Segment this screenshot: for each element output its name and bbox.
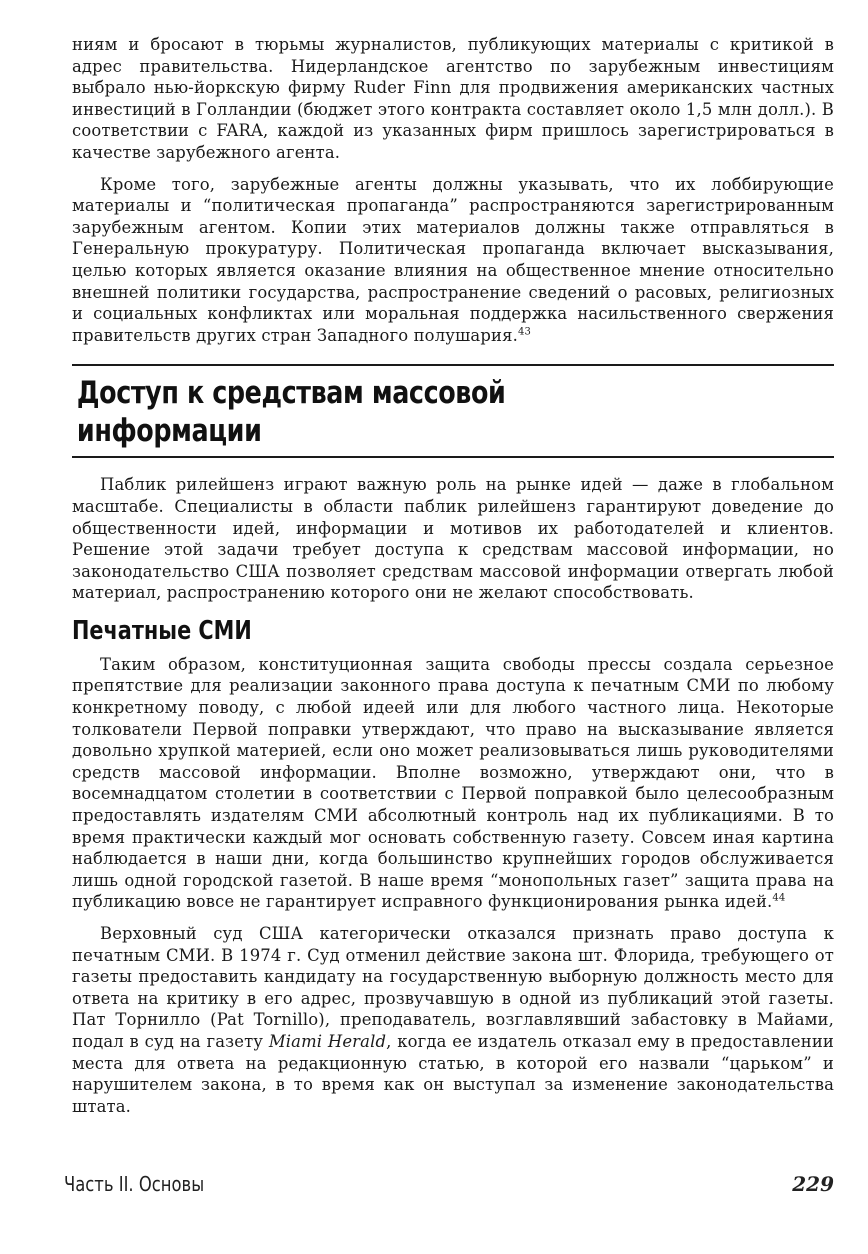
footnote-ref: 44 [772,892,786,904]
body-paragraph [72,923,834,1117]
section-rule-top [72,364,834,366]
paragraph-text: Верховный суд США категорически отказался признать право доступа к печатным СМИ. В 1974 г. Суд отменил действие закона шт. Флорида, требующего от газеты предоставить кандидату на государственную выборную должность место для ответа на критику в его адрес, прозвучавшую в одной из публикаций этой газеты. Пат Торнилло (Pat Tornillo), преподаватель, возглавлявший забастовку в Майами, подал в суд на газету [72,924,834,1051]
subsection-title: Печатные СМИ [72,615,252,646]
newspaper-title: Miami Herald [268,1031,387,1051]
page-content [72,34,834,1117]
section-header [72,364,834,458]
paragraph-text: , когда ее издатель отказал ему в предоставлении места для ответа на редакционную статью, в которой его назвали “царьком” и нарушителем закона, в то время как он выступал за изменение законодательства штата. [72,1031,834,1116]
paragraph-text: Кроме того, зарубежные агенты должны указывать, что их лоббирующие материалы и “политическая пропаганда” распространяются зарегистрированным зарубежным агентом. Копии этих материалов должны также отправляться в Генеральную прокуратуру. Политическая пропаганда включает высказывания, целью которых является оказание влияния на общественное мнение относительно внешней политики государства, распространение сведений о расовых, религиозных и социальных конфликтах или моральная поддержка насильственного свержения правительств других стран Западного полушария. [72,174,834,345]
part-label: Часть II. Основы [64,1172,205,1196]
paragraph-text: Таким образом, конституционная защита свободы прессы создала серьезное препятствие для реализации законного права доступа к печатным СМИ по любому конкретному поводу, с любой идеей или для любого частного лица. Некоторые толкователи Первой поправки утверждают, что право на высказывание является довольно хрупкой материей, если оно может реализовываться лишь руководителями средств массовой информации. Вполне возможно, утверждают они, что в восемнадцатом столетии в соответствии с Первой поправкой было целесообразным предоставлять издателям СМИ абсолютный контроль над их публикациями. В то время практически каждый мог основать собственную газету. Совсем иная картина наблюдается в наши дни, когда большинство крупнейших городов обслуживается лишь одной городской газетой. В наше время “монопольных газет” защита права на публикацию вовсе не гарантирует исправного функционирования рынка идей. [72,654,834,912]
body-paragraph: ниям и бросают в тюрьмы журналистов, публикующих материалы с критикой в адрес правительства. Нидерландское агентство по зарубежным инвестициям выбрало нью-йоркскую фирму Ruder Finn для продвижения американских частных инвестиций в Голландии (бюджет этого контракта составляет около 1,5 млн долл.). В соответствии с FARA, каждой из указанных фирм пришлось зарегистрироваться в качестве зарубежного агента. [72,35,834,162]
section-intro: Паблик рилейшенз играют важную роль на рынке идей — даже в глобальном масштабе. Специалисты в области паблик рилейшенз гарантируют доведение до общественности идей, информации и мотивов их работодателей и клиентов. Решение этой задачи требует доступа к средствам массовой информации, но законодательство США позволяет средствам массовой информации отвергать любой материал, распространению которого они не желают способствовать. [72,475,834,603]
body-paragraph [72,654,834,913]
section-rule-bottom [72,456,834,458]
body-paragraph [72,174,834,347]
page-number: 229 [792,1172,834,1196]
footnote-ref: 43 [517,326,531,338]
section-title: Доступ к средствам массовой информации [76,375,506,450]
page-footer [64,1172,834,1202]
